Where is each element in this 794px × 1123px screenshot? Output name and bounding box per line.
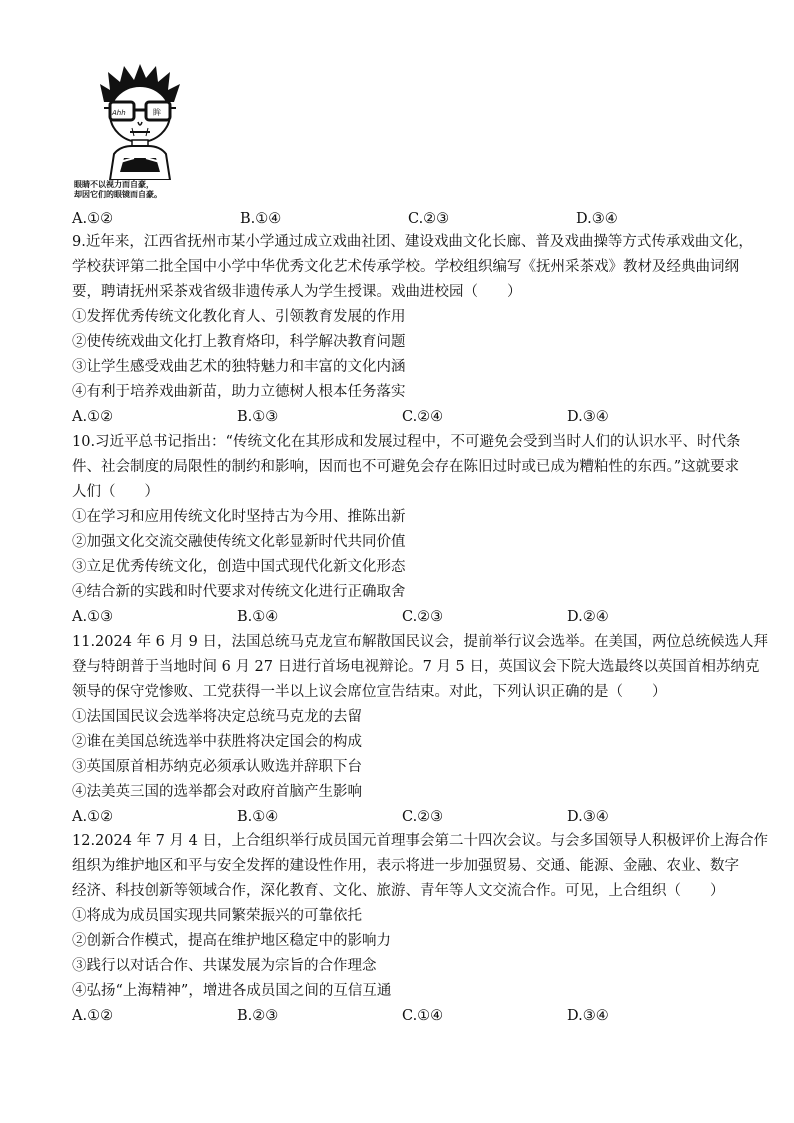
glasses-boy-drawing: [90, 62, 190, 180]
question-12: [72, 829, 768, 1029]
q9-option-a[interactable]: A.①②: [72, 409, 114, 425]
q12-item: ②创新合作模式，提高在维护地区稳定中的影响力: [72, 933, 391, 949]
q11-option-d[interactable]: D.③④: [567, 809, 609, 825]
q11-option-a[interactable]: A.①②: [72, 809, 114, 825]
q9-stem-line: 学校获评第二批全国中小学中华优秀文化艺术传承学校。学校组织编写《抚州采茶戏》教材及经典曲词纲: [72, 259, 739, 275]
q9-item: ①发挥优秀传统文化教化育人、引领教育发展的作用: [72, 309, 406, 325]
q12-item: ③践行以对话合作、共谋发展为宗旨的合作理念: [72, 958, 377, 974]
q11-stem-line: 11.2024 年 6 月 9 日，法国总统马克龙宣布解散国民议会，提前举行议会选举。在美国，两位总统候选人拜: [72, 634, 768, 650]
q9-option-b[interactable]: B.①③: [237, 409, 279, 425]
q12-stem-line: 组织为维护地区和平与安全发挥的建设性作用，表示将进一步加强贸易、交通、能源、金融、农业、数字: [72, 858, 739, 874]
q10-stem-line: 10.习近平总书记指出：“传统文化在其形成和发展过程中，不可避免会受到当时人们的认识水平、时代条: [72, 434, 741, 450]
q9-item: ④有利于培养戏曲新苗，助力立德树人根本任务落实: [72, 384, 406, 400]
q10-stem-line: 人们（ ）: [72, 484, 159, 500]
q8-options: [72, 207, 744, 232]
q8-option-b[interactable]: B.①④: [240, 211, 282, 227]
q11-stem-line: 登与特朗普于当地时间 6 月 27 日进行首场电视辩论。7 月 5 日，英国议会下院大选最终以英国首相苏纳克: [72, 659, 760, 675]
q9-item: ③让学生感受戏曲艺术的独特魅力和丰富的文化内涵: [72, 359, 406, 375]
q9-stem-line: 9.近年来，江西省抚州市某小学通过成立戏曲社团、建设戏曲文化长廊、普及戏曲操等方式传承戏曲文化，: [72, 234, 753, 250]
q11-item: ①法国国民议会选举将决定总统马克龙的去留: [72, 709, 362, 725]
glasses-glyph: 眸: [153, 108, 161, 117]
q9-item: ②使传统戏曲文化打上教育烙印，科学解决教育问题: [72, 334, 406, 350]
q10-option-d[interactable]: D.②④: [567, 609, 609, 625]
q10-item: ①在学习和应用传统文化时坚持古为今用、推陈出新: [72, 509, 406, 525]
q8-option-c[interactable]: C.②③: [408, 211, 450, 227]
q10-option-b[interactable]: B.①④: [237, 609, 279, 625]
q9-options: [72, 405, 732, 430]
q11-option-b[interactable]: B.①④: [237, 809, 279, 825]
cartoon-caption-line2: 却因它们的眼镜而自豪。: [74, 190, 162, 199]
q12-option-b[interactable]: B.②③: [237, 1008, 279, 1024]
question-11: [72, 630, 768, 830]
q11-item: ②谁在美国总统选举中获胜将决定国会的构成: [72, 734, 362, 750]
q8-option-d[interactable]: D.③④: [576, 211, 618, 227]
q9-option-c[interactable]: C.②④: [402, 409, 444, 425]
q12-option-a[interactable]: A.①②: [72, 1008, 114, 1024]
q10-option-a[interactable]: A.①③: [72, 609, 114, 625]
q12-options: [72, 1004, 732, 1029]
q12-item: ④弘扬“上海精神”，增进各成员国之间的互信互通: [72, 983, 392, 999]
cartoon-illustration: [70, 62, 180, 202]
q11-item: ④法美英三国的选举都会对政府首脑产生影响: [72, 784, 362, 800]
question-9: [72, 230, 753, 430]
cartoon-caption-line1: 眼睛不以视力而自豪，: [74, 180, 154, 189]
q10-option-c[interactable]: C.②③: [402, 609, 444, 625]
glasses-scribble: Ahh: [112, 109, 126, 117]
q12-stem-line: 12.2024 年 7 月 4 日，上合组织举行成员国元首理事会第二十四次会议。与会多国领导人积极评价上海合作: [72, 833, 768, 849]
q12-option-d[interactable]: D.③④: [567, 1008, 609, 1024]
q11-options: [72, 805, 732, 830]
q12-stem-line: 经济、科技创新等领域合作，深化教育、文化、旅游、青年等人文交流合作。可见，上合组织（ ）: [72, 883, 725, 899]
q10-options: [72, 605, 732, 630]
q11-option-c[interactable]: C.②③: [402, 809, 444, 825]
q12-option-c[interactable]: C.①④: [402, 1008, 444, 1024]
q10-item: ④结合新的实践和时代要求对传统文化进行正确取舍: [72, 584, 406, 600]
q9-stem-line: 要，聘请抚州采茶戏省级非遗传承人为学生授课。戏曲进校园（ ）: [72, 284, 522, 300]
q10-item: ③立足优秀传统文化，创造中国式现代化新文化形态: [72, 559, 406, 575]
q9-option-d[interactable]: D.③④: [567, 409, 609, 425]
q8-option-a[interactable]: A.①②: [72, 211, 114, 227]
q11-stem-line: 领导的保守党惨败、工党获得一半以上议会席位宣告结束。对此，下列认识正确的是（ ）: [72, 684, 667, 700]
q11-item: ③英国原首相苏纳克必须承认败选并辞职下台: [72, 759, 362, 775]
question-10: [72, 430, 741, 630]
q10-stem-line: 件、社会制度的局限性的制约和影响，因而也不可避免会存在陈旧过时或已成为糟粕性的东西。”这就要求: [72, 459, 740, 475]
q12-item: ①将成为成员国实现共同繁荣振兴的可靠依托: [72, 908, 362, 924]
q10-item: ②加强文化交流交融使传统文化彰显新时代共同价值: [72, 534, 406, 550]
